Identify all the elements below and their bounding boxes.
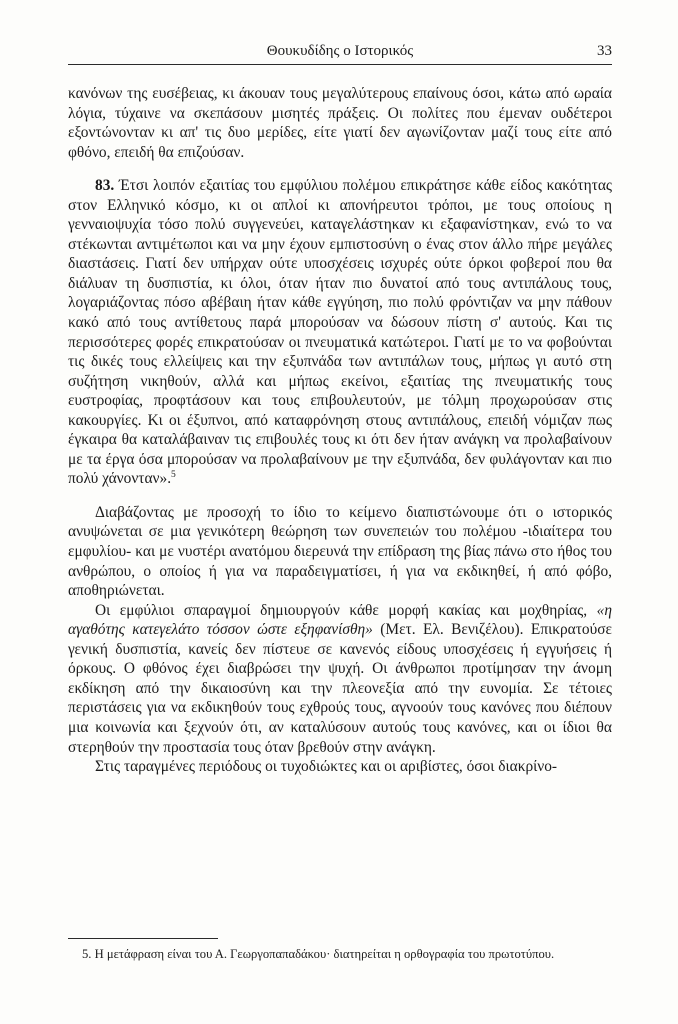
text-segment: Έτσι λοιπόν εξαιτίας του εμφύλιου πολέμου επικράτησε κάθε είδος κακότητας στον Ελληνικό κόσμο, κι οι απλοί κι απονήρευτοι τρόποι, με τους οποίους η γενναιοψυχία τόσο πολύ συγγενεύει, καταγελάστηκαν κι εξαφανίστηκαν, ενώ το να στέκωνται αντιμέτωποι και να μην έχουν εμπιστοσύνη ο ένας στον άλλο πήρε μεγάλες διαστάσεις. Γιατί δεν υπήρχαν ούτε υποσχέσεις ισχυρές ούτε όρκοι φοβεροί που θα διάλυαν τη δυσπιστία, κι όλοι, όταν ήταν πιο δυνατοί από τους αντιπάλους τους, λογαριάζοντας πόσο αβέβαιη ήταν κάθε εγγύηση, πιο πολύ φρόντιζαν να μην πάθουν κακό από τους αντίθετους παρά μπορούσαν να δώσουν πίστη σ' αυτούς. Και τις περισσότερες φορές επικρατούσαν οι πνευματικά κατώτεροι. Γιατί με το να φοβούνται τις δικές τους ελλείψεις και την εξυπνάδα των αντιπάλων τους, μήπως γι αυτό στη συζήτηση νικηθούν, αλλά και μήπως εκείνοι, εξαιτίας της πνευματικής τους ευστροφίας, προφτάσουν και τους επιβουλευτούν, με τόλμη προχωρούσαν στις κακουργίες. Κι οι έξυπνοι, από καταφρόνηση στους αντιπάλους, επειδή νόμιζαν πως έγκαιρα θα καταλάβαιναν τις επιβουλές τους κι ότι δεν ήταν ανάγκη να προλαβαίνουν με τα έργα όσα μπορούσαν να προλαβαίνουν με την εξυπνάδα, δεν φυλάγονταν και πιο πολύ χάνονταν». [68, 177, 612, 488]
footnote: 5. Η μετάφραση είναι του Α. Γεωργοπαπαδάκου· διατηρείται η ορθογραφία του πρωτοτύπου. [82, 946, 555, 961]
text-segment: 5 [171, 470, 176, 481]
footnote-rule [68, 938, 218, 939]
text-segment: (Μετ. Ελ. Βενιζέλου). Επικρατούσε γενική δυσπιστία, κανείς δεν πίστευε σε κανενός είδους υποσχέσεις ή εγγυήσεις ή όρκους. Ο φθόνος έχει διαβρώσει την ψυχή. Οι άνθρωποι προτίμησαν την άνομη εκδίκηση από την δικαιοσύνη και την πλεονεξία από την ευνομία. Σε τέτοιες περιστάσεις για να εκδικηθούν τους εχθρούς τους, αγνοούν τους κανόνες που διέπουν μια κοινωνία και ξεχνούν ότι, αν καταλύσουν αυτούς τους κανόνες, και οι ίδιοι θα στερηθούν την προστασία τους όταν βρεθούν στην ανάγκη. [68, 621, 612, 756]
running-title: Θουκυδίδης ο Ιστορικός [266, 43, 414, 59]
page-header [68, 42, 612, 65]
text-segment: Διαβάζοντας με προσοχή το ίδιο το κείμενο διαπιστώνουμε ότι ο ιστορικός ανυψώνεται σε μια γενικότερη θεώρηση των συνεπειών του πολέμου -ιδιαίτερα του εμφυλίου- και με νυστέρι ανατόμου διερευνά την επίδραση της βίας πάνω στο ήθος του ανθρώπου, ο οποίος ή για να παραδειγματίσει, ή για να εκδικηθεί, ή από φόβο, αποθηριώνεται. [68, 503, 612, 600]
text-segment: κανόνων της ευσέβειας, κι άκουαν τους μεγαλύτερους επαίνους όσοι, κάτω από ωραία λόγια, τύχαινε να σκεπάσουν μισητές πράξεις. Οι πολίτες που έμεναν ουδέτεροι εξοντώνονταν κι απ' τις δυο μερίδες, είτε γιατί δεν αγωνίζονταν μαζί τους είτε από φθόνο, επειδή θα επιζούσαν. [68, 85, 612, 161]
text-segment: «η αγαθότης κατεγελάτο τόσσον ώστε εξηφανίσθη» [68, 601, 612, 639]
paragraph [68, 176, 612, 489]
page-number: 33 [597, 43, 612, 59]
paragraph [68, 84, 612, 162]
paragraph [68, 601, 612, 757]
footnote-area [68, 938, 612, 962]
body-text [68, 84, 612, 777]
text-segment: 83. [95, 177, 115, 195]
text-segment: Στις ταραγμένες περιόδους οι τυχοδιώκτες και οι αριβίστες, όσοι διακρίνο- [95, 758, 558, 776]
text-segment: Οι εμφύλιοι σπαραγμοί δημιουργούν κάθε μορφή κακίας και μοχθηρίας, [95, 601, 597, 619]
paragraph [68, 757, 612, 777]
paragraph [68, 503, 612, 601]
